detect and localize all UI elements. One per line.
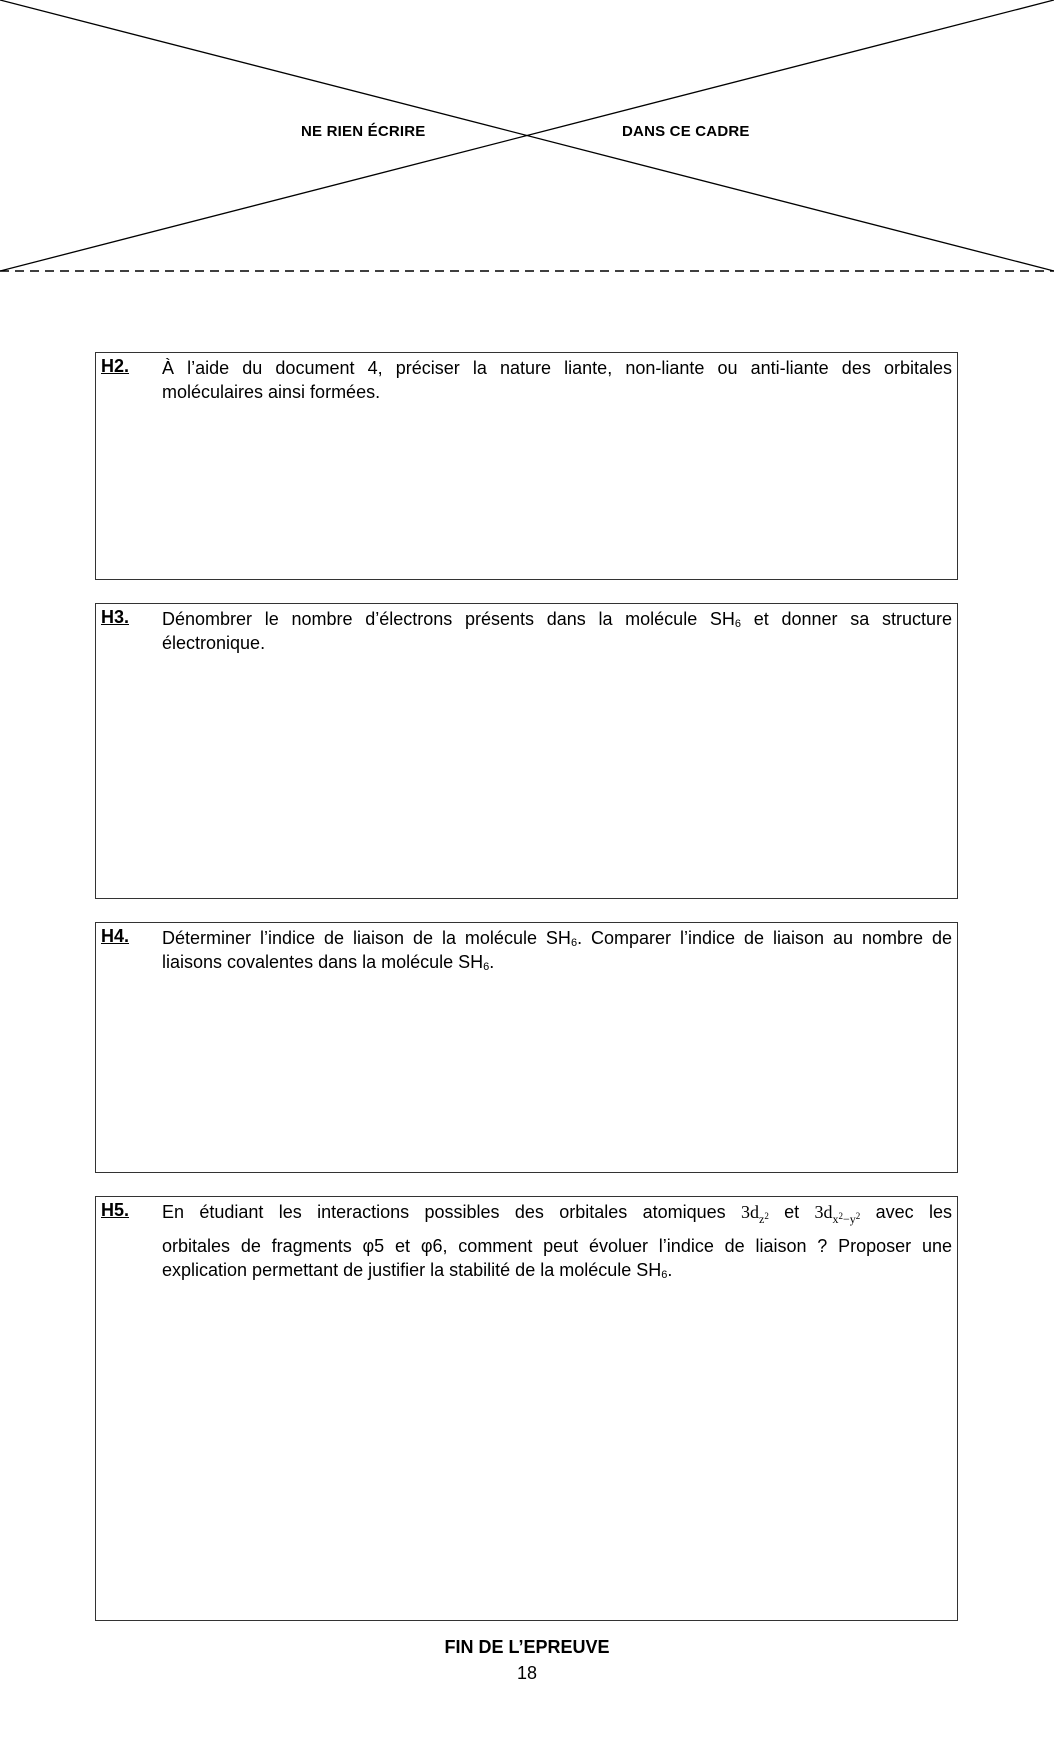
- answer-box-h4[interactable]: [95, 922, 958, 1173]
- question-number: H3.: [101, 607, 130, 627]
- question-number: H5.: [101, 1200, 130, 1220]
- question-text: Déterminer l’indice de liaison de la molécule $SH_6$. Comparer l’indice de liaison au nombre de liaisons covalentes dans la molécule $SH_6$.: [162, 928, 952, 973]
- question-text: En étudiant les interactions possibles des orbitales atomiques $3d_{z^2}$ et $3d_{x^2-y^2}$ avec les orbitales de fragments φ5 et φ6, comment peut évoluer l’indice de liaison ? Proposer une explication permettant de justifier la stabilité de la molécule $SH_6$.: [162, 1202, 952, 1281]
- end-of-exam-title: FIN DE L’EPREUVE: [444, 1637, 610, 1657]
- orbital-dz2: $3d_{z^2}$: [740, 1202, 769, 1226]
- orbital-dx2y2: $3d_{x^2-y^2}$: [814, 1202, 861, 1226]
- answer-box-h5[interactable]: [95, 1196, 958, 1621]
- question-number: H2.: [101, 356, 130, 376]
- question-text: Dénombrer le nombre d’électrons présents dans la molécule $SH_6$ et donner sa structure électronique.: [162, 609, 952, 653]
- question-text: À l’aide du document 4, préciser la nature liante, non-liante ou anti-liante des orbitales moléculaires ainsi formées.: [162, 358, 952, 402]
- no-write-label-right: DANS CE CADRE: [622, 123, 750, 140]
- answer-box-h2[interactable]: [95, 352, 958, 580]
- answer-box-h3[interactable]: [95, 603, 958, 899]
- page-number: 18: [516, 1663, 538, 1683]
- question-number: H4.: [101, 926, 130, 946]
- no-write-label-left: NE RIEN ÉCRIRE: [301, 123, 426, 140]
- no-write-zone: [0, 0, 1054, 275]
